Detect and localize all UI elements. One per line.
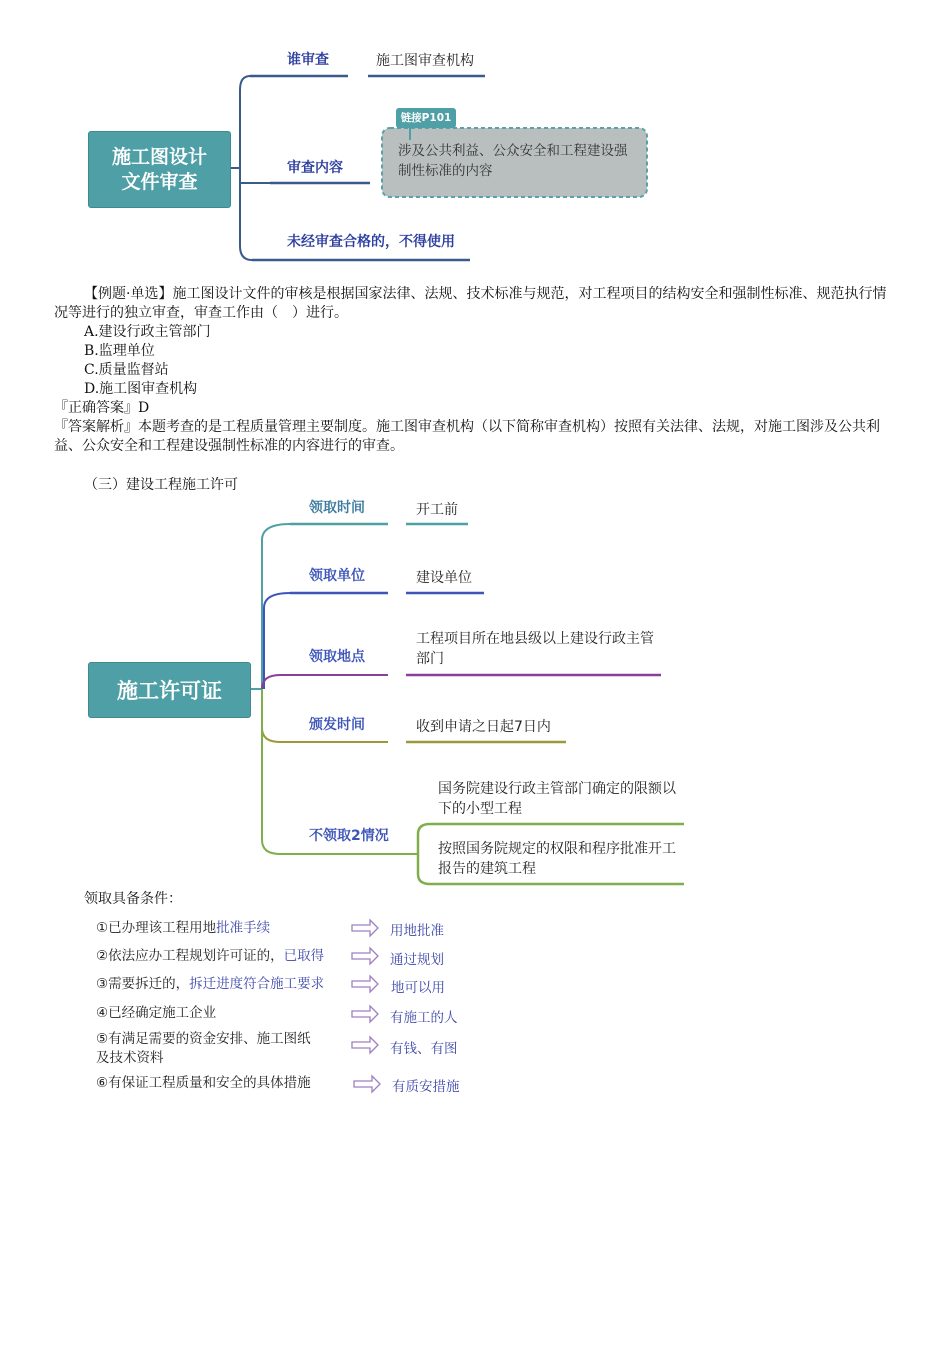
question-option-a: A.建设行政主管部门 [84, 324, 211, 340]
question-analysis: 『答案解析』本题考查的是工程质量管理主要制度。施工图审查机构（以下简称审查机构）按照有关法律、法规，对施工图涉及公共利益、公众安全和工程建设强制性标准的内容进行的审查。 [54, 419, 880, 454]
condition-3-highlight: 拆迁进度符合施工要求 [189, 976, 325, 992]
condition-3-text: ③需要拆迁的， [96, 976, 190, 992]
section-title: （三）建设工程施工许可 [84, 477, 238, 493]
mindmap1-link-tag: 链接P101 [400, 112, 452, 124]
condition-2-result: 通过规划 [390, 952, 444, 968]
question-answer: 『正确答案』D [54, 400, 150, 416]
question-option-d: D.施工图审查机构 [84, 381, 198, 397]
condition-1-result: 用地批准 [390, 923, 444, 939]
conditions-title: 领取具备条件： [84, 891, 182, 907]
question-option-c: C.质量监督站 [84, 362, 169, 378]
arrow-icon [352, 948, 378, 964]
mindmap2-branch3-value: 工程项目所在地县级以上建设行政主管部门 [416, 631, 654, 667]
mindmap2-branch4-value: 收到申请之日起7日内 [416, 719, 551, 735]
condition-4-text: ④已经确定施工企业 [96, 1005, 217, 1021]
mindmap2-root: 施工许可证 [88, 662, 251, 718]
mindmap1-branch2-label: 审查内容 [287, 160, 343, 176]
arrow-icon [352, 1006, 378, 1022]
mindmap1-root-label: 施工图设计文件审查 [111, 145, 207, 193]
question-stem-text: 【例题·单选】施工图设计文件的审核是根据国家法律、法规、技术标准与规范，对工程项目的结构安全和强制性标准、规范执行情况等进行的独立审查，审查工作由（ ）进行。 [54, 286, 887, 321]
arrow-icon [352, 1037, 378, 1053]
condition-4-result: 有施工的人 [390, 1010, 458, 1026]
arrow-icon [354, 1076, 380, 1092]
condition-3-result: 地可以用 [391, 980, 445, 996]
arrow-icon [352, 920, 378, 936]
condition-5-result: 有钱、有图 [390, 1041, 458, 1057]
mindmap1-branch3-label: 未经审查合格的，不得使用 [287, 234, 455, 250]
mindmap2-branch2-value: 建设单位 [416, 570, 472, 586]
condition-1-highlight: 批准手续 [216, 920, 271, 936]
condition-6-result: 有质安措施 [392, 1079, 460, 1095]
condition-6-text: ⑥有保证工程质量和安全的具体措施 [96, 1075, 311, 1091]
mindmap2-branch5-value-2: 按照国务院规定的权限和程序批准开工报告的建筑工程 [438, 841, 676, 877]
condition-2-highlight: 已取得 [283, 948, 325, 964]
mindmap2-branch1-label: 领取时间 [309, 500, 365, 516]
condition-2-text: ②依法应办工程规划许可证的， [96, 948, 284, 964]
condition-5-text: ⑤有满足需要的资金安排、施工图纸 [96, 1031, 311, 1047]
mindmap2-branch4-label: 颁发时间 [309, 717, 365, 733]
mindmap1-branch2-value: 涉及公共利益、公众安全和工程建设强制性标准的内容 [398, 143, 628, 179]
mindmap2-branch2-label: 领取单位 [309, 568, 365, 584]
arrow-icon [352, 976, 378, 992]
mindmap2-branch3-label: 领取地点 [309, 649, 365, 665]
question-option-b: B.监理单位 [84, 343, 155, 359]
mindmap2-branch5-label: 不领取2情况 [309, 828, 389, 844]
mindmap2-branch5-value-1: 国务院建设行政主管部门确定的限额以下的小型工程 [438, 781, 676, 817]
condition-5-text-2: 及技术资料 [96, 1050, 164, 1066]
mindmap2-branch1-value: 开工前 [416, 502, 458, 518]
condition-1-text: ①已办理该工程用地 [96, 920, 217, 936]
mindmap1-branch1-label: 谁审查 [287, 52, 329, 68]
mindmap1-branch1-value: 施工图审查机构 [376, 53, 474, 69]
